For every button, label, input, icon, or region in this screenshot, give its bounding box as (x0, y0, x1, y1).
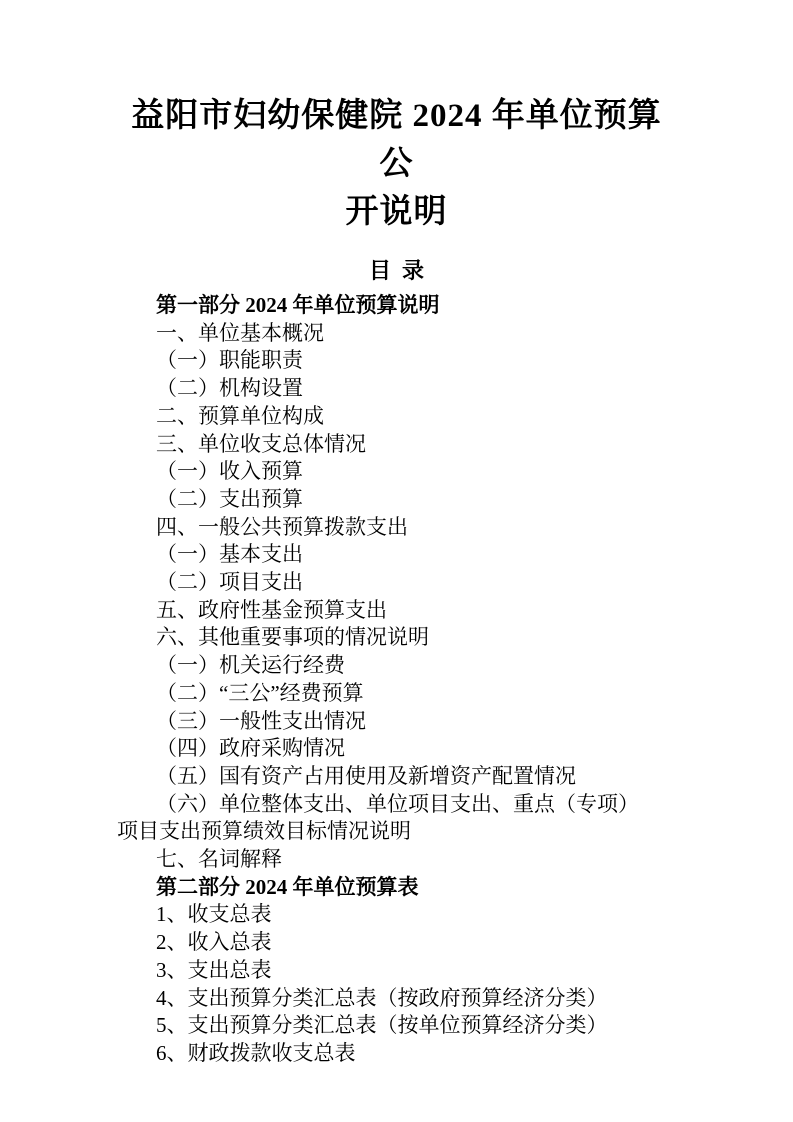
toc-item: 6、财政拨款收支总表 (156, 1040, 356, 1065)
toc-item: 六、其他重要事项的情况说明 (156, 625, 429, 650)
toc-item: 3、支出总表 (156, 957, 272, 982)
toc-item: 2、收入总表 (156, 930, 272, 955)
toc-item: （一）职能职责 (156, 348, 303, 373)
toc-item: 第一部分 2024 年单位预算说明 (156, 293, 440, 317)
toc-item: 4、支出预算分类汇总表（按政府预算经济分类） (156, 985, 608, 1010)
toc-item: （一）收入预算 (156, 459, 303, 484)
toc-item: （二）支出预算 (156, 486, 303, 511)
toc-item: 第二部分 2024 年单位预算表 (156, 874, 419, 899)
toc-item: （一）基本支出 (156, 542, 303, 567)
toc-item: （一）机关运行经费 (156, 653, 345, 678)
document-title (117, 92, 676, 236)
toc-item: （六）单位整体支出、单位项目支出、重点（专项） (156, 791, 639, 816)
document-title-line2: 开说明 (345, 194, 448, 230)
toc-item: （二）机构设置 (156, 376, 303, 401)
toc-item: 5、支出预算分类汇总表（按单位预算经济分类） (156, 1013, 608, 1038)
toc-item: （三）一般性支出情况 (156, 708, 366, 733)
toc-item: 三、单位收支总体情况 (156, 431, 366, 456)
toc-item: 七、名词解释 (156, 847, 282, 872)
toc-item: 四、一般公共预算拨款支出 (156, 514, 408, 539)
toc-item: 一、单位基本概况 (156, 320, 324, 345)
document-title-line1: 益阳市妇幼保健院 2024 年单位预算公 (131, 98, 662, 182)
toc-item: （二）项目支出 (156, 570, 303, 595)
toc-item: 项目支出预算绩效目标情况说明 (117, 819, 411, 844)
toc-item: （五）国有资产占用使用及新增资产配置情况 (156, 763, 576, 788)
toc-item: 五、政府性基金预算支出 (156, 597, 387, 622)
toc-heading: 目 录 (368, 258, 424, 283)
toc-list (117, 292, 676, 1068)
toc-item: （四）政府采购情况 (156, 736, 345, 761)
toc-item: 二、预算单位构成 (156, 403, 324, 428)
toc-item: 1、收支总表 (156, 902, 272, 927)
toc-item: （二）“三公”经费预算 (156, 680, 364, 705)
